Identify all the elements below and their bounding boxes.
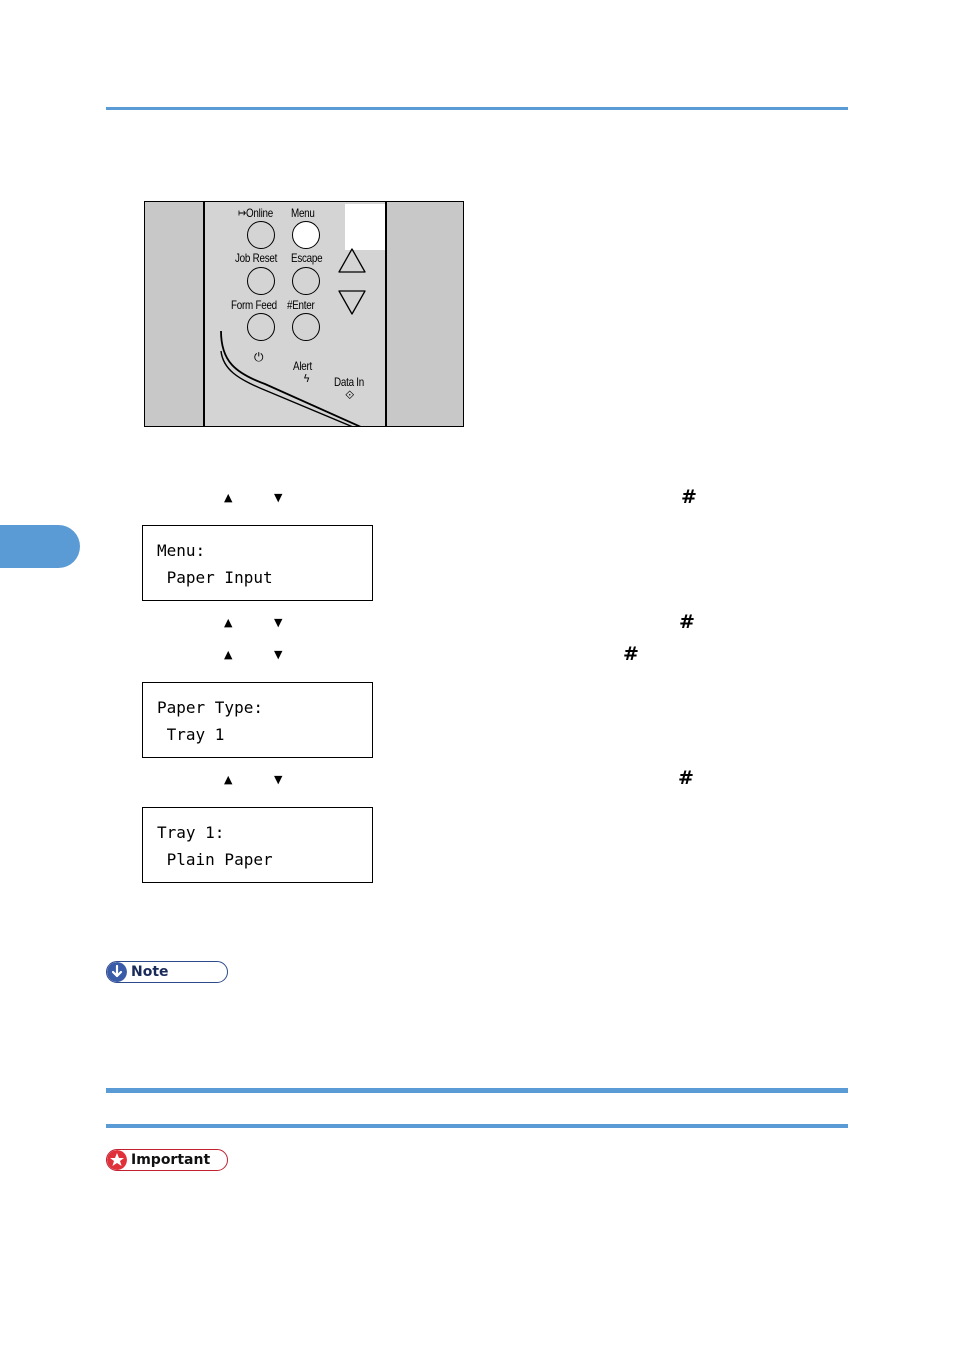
enter-hash-icon: # <box>678 767 694 789</box>
lcd-display-paper-type <box>142 682 373 758</box>
down-arrow-icon: ▼ <box>274 491 283 504</box>
note-label: Note <box>131 964 169 980</box>
enter-hash-icon: # <box>681 486 697 508</box>
lcd-line-1: Menu: <box>157 541 206 560</box>
data-in-indicator-label: Data In <box>334 375 365 389</box>
job-reset-key-label: Job Reset <box>235 251 278 265</box>
lcd-display-tray <box>142 807 373 883</box>
up-arrow-icon: ▲ <box>224 648 233 661</box>
important-star-icon <box>107 1150 127 1170</box>
lcd-line-1: Paper Type: <box>157 698 263 717</box>
menu-key-label: Menu <box>291 206 315 220</box>
down-arrow-icon: ▼ <box>274 773 283 786</box>
lcd-line-2: Paper Input <box>157 568 273 587</box>
up-arrow-icon: ▲ <box>224 616 233 629</box>
enter-hash-icon: # <box>679 611 695 633</box>
chapter-tab-marker <box>0 525 80 568</box>
data-in-indicator-icon: ⟐ <box>345 388 355 402</box>
up-arrow-icon: ▲ <box>224 773 233 786</box>
down-arrow-icon: ▼ <box>274 648 283 661</box>
escape-key-label: Escape <box>291 251 323 265</box>
note-badge <box>106 961 228 983</box>
control-panel-face <box>203 201 387 427</box>
power-indicator-icon: ⏻ <box>254 350 264 364</box>
enter-key-label: #Enter <box>287 298 315 312</box>
down-arrow-icon: ▼ <box>274 616 283 629</box>
section-rule-top <box>106 1088 848 1093</box>
control-panel-illustration <box>144 201 464 427</box>
online-key-label: ↦Online <box>238 206 273 220</box>
important-label: Important <box>131 1152 211 1168</box>
up-arrow-icon: ▲ <box>224 491 233 504</box>
important-badge <box>106 1149 228 1171</box>
form-feed-key-label: Form Feed <box>231 298 277 312</box>
alert-indicator-icon: ϟ <box>303 372 311 385</box>
lcd-display-menu <box>142 525 373 601</box>
section-rule-bottom <box>106 1124 848 1128</box>
header-rule <box>106 107 848 110</box>
lcd-line-2: Plain Paper <box>157 850 273 869</box>
enter-hash-icon: # <box>623 643 639 665</box>
lcd-line-2: Tray 1 <box>157 725 225 744</box>
note-arrow-icon <box>107 962 127 982</box>
lcd-line-1: Tray 1: <box>157 823 225 842</box>
alert-indicator-label: Alert <box>293 359 313 373</box>
panel-curve-lines <box>205 201 385 427</box>
